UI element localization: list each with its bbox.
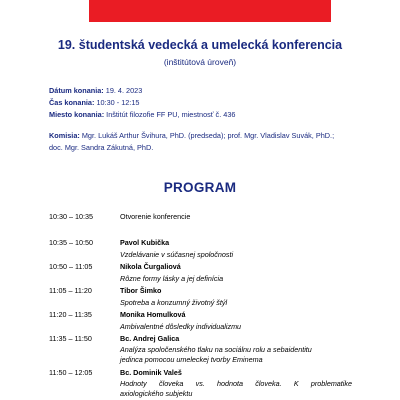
program-topic: Spotreba a konzumný životný štýl: [120, 298, 228, 307]
conference-level: (inštitútová úroveň): [163, 57, 237, 67]
program-topic: Rôzne formy lásky a jej definícia: [120, 274, 224, 283]
program-speaker: Tibor Šimko: [120, 286, 162, 295]
program-speaker: Monika Homulková: [120, 310, 186, 319]
program-time: 11:20 – 11:35: [49, 310, 92, 319]
conference-title: 19. študentská vedecká a umelecká konferencia: [57, 38, 343, 52]
commission-label: Komisia:: [49, 131, 80, 140]
program-topic: axiologického subjektu: [120, 389, 193, 398]
program-time: 10:50 – 11:05: [49, 262, 93, 271]
program-topic: Analýza spoločenského tlaku na sociálnu rolu a sebaidentitu: [120, 345, 312, 354]
program-time: 10:30 – 10:35: [49, 212, 93, 221]
program-time: 11:35 – 11:50: [49, 334, 92, 343]
meta-place-value: Inštitút filozofie FF PU, miestnosť č. 436: [104, 110, 236, 119]
program-speaker: Nikola Čurgaliová: [120, 262, 181, 271]
meta-place: [49, 110, 235, 119]
program-speaker: Bc. Andrej Galica: [120, 334, 180, 343]
meta-time-value: 10:30 - 12:15: [94, 98, 140, 107]
program-topic: Hodnoty človeka vs. hodnota človeka. K problematike: [120, 379, 352, 388]
meta-date-label: Dátum konania:: [49, 86, 104, 95]
meta-time: [49, 98, 139, 107]
program-time: 11:50 – 12:05: [49, 368, 93, 377]
commission: [49, 130, 359, 154]
meta-date-value: 19. 4. 2023: [103, 86, 143, 95]
program-time: 11:05 – 11:20: [49, 286, 92, 295]
meta-time-label: Čas konania:: [49, 98, 95, 107]
program-item: Otvorenie konferencie: [120, 212, 191, 221]
meta-place-label: Miesto konania:: [49, 110, 105, 119]
program-speaker: Bc. Dominik Valeš: [120, 368, 182, 377]
program-heading: PROGRAM: [163, 180, 237, 195]
program-time: 10:35 – 10:50: [49, 238, 93, 247]
header-red-band: [89, 0, 331, 22]
program-topic: Vzdelávanie v súčasnej spoločnosti: [120, 250, 234, 259]
commission-line-1: Mgr. Lukáš Arthur Švihura, PhD. (predseda); prof. Mgr. Vladislav Suvák, PhD.;: [79, 131, 335, 140]
program-speaker: Pavol Kubička: [120, 238, 170, 247]
commission-line-2: doc. Mgr. Sandra Zákutná, PhD.: [49, 143, 154, 152]
meta-date: [49, 86, 142, 95]
program-topic: jedinca pomocou umeleckej tvorby Eminema: [120, 355, 263, 364]
program-topic: Ambivalentné dôsledky individualizmu: [120, 322, 242, 331]
